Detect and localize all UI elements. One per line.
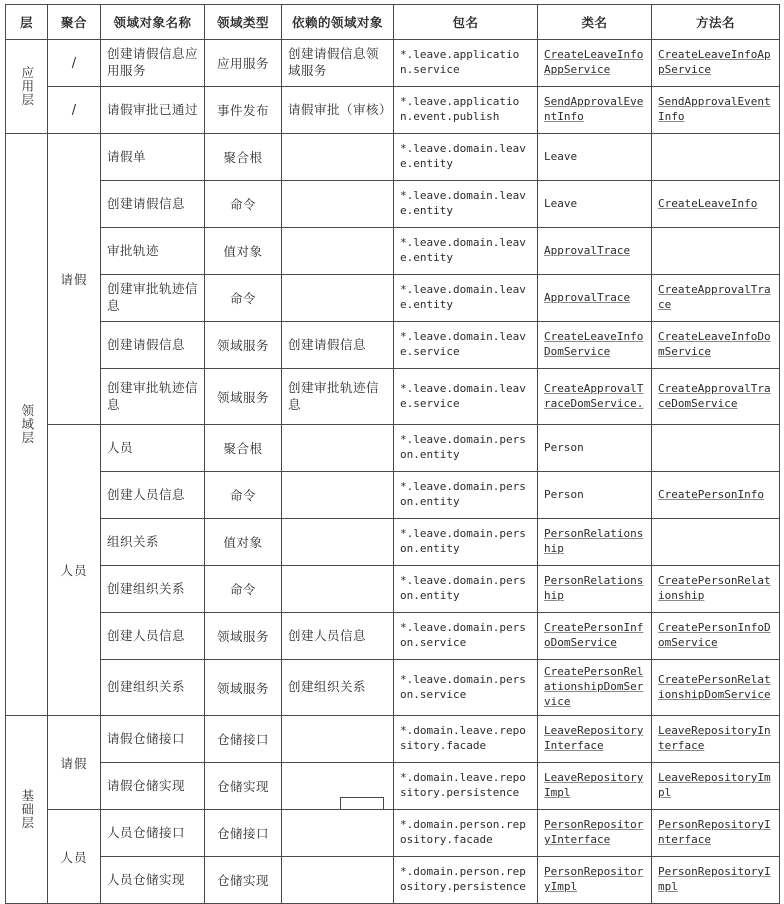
method-cell	[652, 369, 780, 425]
domain-type-cell: 应用服务	[205, 40, 282, 87]
object-name-cell: 人员	[101, 425, 205, 472]
method-cell	[652, 228, 780, 275]
class-text: ApprovalTrace	[544, 290, 631, 304]
table-row	[6, 181, 780, 228]
method-cell	[652, 566, 780, 613]
class-cell	[538, 566, 652, 613]
object-name-cell: 创建人员信息	[101, 472, 205, 519]
object-name-cell: 创建请假信息	[101, 181, 205, 228]
layer-cell-application: 应用层	[6, 40, 48, 134]
object-name-cell: 人员仓储实现	[101, 857, 205, 904]
table-header	[6, 5, 780, 40]
table-row	[6, 857, 780, 904]
method-cell	[652, 716, 780, 763]
table-row	[6, 134, 780, 181]
object-name-cell: 请假仓储接口	[101, 716, 205, 763]
package-cell: *.domain.leave.repository.facade	[394, 716, 538, 763]
class-text: CreateLeaveInfoAppService	[544, 48, 644, 76]
class-text: CreateLeaveInfoDomService	[544, 330, 644, 358]
aggregate-cell-leave-infra: 请假	[48, 716, 101, 810]
object-name-cell: 创建请假信息	[101, 322, 205, 369]
class-cell	[538, 857, 652, 904]
class-text: ApprovalTrace	[544, 243, 631, 257]
method-text: CreatePersonInfo	[658, 487, 764, 501]
method-cell	[652, 322, 780, 369]
table-body	[6, 40, 780, 904]
method-cell	[652, 763, 780, 810]
object-name-cell: 请假仓储实现	[101, 763, 205, 810]
domain-type-cell: 聚合根	[205, 425, 282, 472]
domain-type-cell: 仓储实现	[205, 857, 282, 904]
aggregate-cell-person-domain: 人员	[48, 425, 101, 716]
table-row	[6, 369, 780, 425]
object-name-cell: 请假审批已通过	[101, 87, 205, 134]
class-cell	[538, 425, 652, 472]
method-text: PersonRepositoryImpl	[658, 865, 771, 893]
domain-type-cell: 事件发布	[205, 87, 282, 134]
method-cell	[652, 810, 780, 857]
column-header-object-name: 领域对象名称	[101, 5, 205, 40]
method-cell	[652, 857, 780, 904]
table-row	[6, 763, 780, 810]
aggregate-cell: /	[48, 40, 101, 87]
column-header-package: 包名	[394, 5, 538, 40]
ddd-object-mapping-table	[5, 4, 780, 904]
package-cell: *.leave.domain.leave.entity	[394, 228, 538, 275]
dependency-cell	[282, 519, 394, 566]
table-row	[6, 566, 780, 613]
class-cell	[538, 228, 652, 275]
column-header-method: 方法名	[652, 5, 780, 40]
class-cell	[538, 322, 652, 369]
column-header-class: 类名	[538, 5, 652, 40]
class-cell	[538, 716, 652, 763]
package-cell: *.leave.domain.person.entity	[394, 472, 538, 519]
class-text: CreatePersonRelationshipDomService	[544, 665, 644, 708]
method-text: LeaveRepositoryInterface	[658, 724, 771, 752]
package-cell: *.domain.person.repository.persistence	[394, 857, 538, 904]
class-text: PersonRelationship	[544, 527, 644, 555]
dependency-cell: 创建审批轨迹信息	[282, 369, 394, 425]
domain-type-cell: 仓储实现	[205, 763, 282, 810]
class-text: LeaveRepositoryInterface	[544, 724, 644, 752]
dependency-cell	[282, 181, 394, 228]
object-name-cell: 请假单	[101, 134, 205, 181]
object-name-cell: 审批轨迹	[101, 228, 205, 275]
class-text: Leave	[544, 196, 578, 210]
package-cell: *.domain.leave.repository.persistence	[394, 763, 538, 810]
domain-type-cell: 聚合根	[205, 134, 282, 181]
class-cell	[538, 519, 652, 566]
package-cell: *.leave.domain.person.entity	[394, 566, 538, 613]
dependency-cell	[282, 425, 394, 472]
package-cell: *.leave.domain.person.service	[394, 613, 538, 660]
method-text: CreatePersonRelationshipDomService	[658, 672, 771, 701]
dependency-cell	[282, 275, 394, 322]
method-cell	[652, 40, 780, 87]
method-text: PersonRepositoryInterface	[658, 818, 771, 846]
method-cell	[652, 87, 780, 134]
package-cell: *.leave.domain.leave.service	[394, 369, 538, 425]
method-cell	[652, 425, 780, 472]
class-cell	[538, 369, 652, 425]
method-cell	[652, 134, 780, 181]
method-text: SendApprovalEventInfo	[658, 95, 771, 123]
object-name-cell: 创建组织关系	[101, 660, 205, 716]
domain-type-cell: 领域服务	[205, 369, 282, 425]
class-text: PersonRepositoryImpl	[544, 865, 644, 893]
table-row	[6, 472, 780, 519]
method-text: CreateApprovalTraceDomService	[658, 381, 771, 410]
column-header-dependencies: 依赖的领域对象	[282, 5, 394, 40]
package-cell: *.leave.domain.leave.entity	[394, 181, 538, 228]
class-text: Leave	[544, 149, 578, 163]
aggregate-cell: /	[48, 87, 101, 134]
class-text: CreatePersonInfoDomService	[544, 621, 644, 649]
aggregate-cell-leave-domain: 请假	[48, 134, 101, 425]
table-row	[6, 716, 780, 763]
table-row	[6, 519, 780, 566]
class-text: SendApprovalEventInfo	[544, 95, 644, 123]
class-cell	[538, 660, 652, 716]
table-row	[6, 660, 780, 716]
table-row	[6, 87, 780, 134]
dependency-cell: 请假审批（审核）	[282, 87, 394, 134]
class-text: LeaveRepositoryImpl	[544, 771, 644, 799]
dependency-cell	[282, 810, 394, 857]
method-cell	[652, 519, 780, 566]
method-text: CreatePersonInfoDomService	[658, 621, 771, 649]
domain-type-cell: 值对象	[205, 519, 282, 566]
method-cell	[652, 472, 780, 519]
object-name-cell: 创建组织关系	[101, 566, 205, 613]
dependency-cell	[282, 857, 394, 904]
domain-type-cell: 领域服务	[205, 322, 282, 369]
column-header-aggregate: 聚合	[48, 5, 101, 40]
column-header-layer: 层	[6, 5, 48, 40]
class-cell	[538, 181, 652, 228]
dependency-cell	[282, 566, 394, 613]
class-cell	[538, 40, 652, 87]
domain-type-cell: 命令	[205, 275, 282, 322]
dependency-cell: 创建请假信息	[282, 322, 394, 369]
header-row	[6, 5, 780, 40]
domain-type-cell: 仓储接口	[205, 716, 282, 763]
dependency-cell	[282, 716, 394, 763]
method-text: CreateLeaveInfoAppService	[658, 48, 771, 76]
class-cell	[538, 275, 652, 322]
class-text: Person	[544, 487, 584, 501]
domain-type-cell: 命令	[205, 566, 282, 613]
package-cell: *.leave.domain.person.service	[394, 660, 538, 716]
table-row	[6, 40, 780, 87]
object-name-cell: 创建请假信息应用服务	[101, 40, 205, 87]
dependency-cell	[282, 472, 394, 519]
class-cell	[538, 763, 652, 810]
package-cell: *.leave.domain.leave.service	[394, 322, 538, 369]
table-row	[6, 425, 780, 472]
class-text: Person	[544, 440, 584, 454]
table-row	[6, 228, 780, 275]
aggregate-cell-person-infra: 人员	[48, 810, 101, 904]
package-cell: *.leave.application.event.publish	[394, 87, 538, 134]
dependency-cell: 创建组织关系	[282, 660, 394, 716]
domain-type-cell: 领域服务	[205, 613, 282, 660]
layer-cell-infrastructure: 基础层	[6, 716, 48, 904]
dependency-cell: 创建人员信息	[282, 613, 394, 660]
package-cell: *.leave.application.service	[394, 40, 538, 87]
object-name-cell: 创建审批轨迹信息	[101, 275, 205, 322]
method-text: CreateLeaveInfo	[658, 196, 758, 210]
method-text: LeaveRepositoryImpl	[658, 771, 771, 799]
domain-type-cell: 领域服务	[205, 660, 282, 716]
class-cell	[538, 810, 652, 857]
class-text: PersonRelationship	[544, 574, 644, 602]
class-text: PersonRepositoryInterface	[544, 818, 644, 846]
column-header-domain-type: 领域类型	[205, 5, 282, 40]
object-name-cell: 创建人员信息	[101, 613, 205, 660]
table-row	[6, 613, 780, 660]
method-cell	[652, 660, 780, 716]
class-cell	[538, 472, 652, 519]
object-name-cell: 人员仓储接口	[101, 810, 205, 857]
method-text: CreatePersonRelationship	[658, 574, 771, 602]
package-cell: *.domain.person.repository.facade	[394, 810, 538, 857]
class-text: CreateApprovalTraceDomService.	[544, 381, 644, 410]
method-cell	[652, 613, 780, 660]
table-row	[6, 275, 780, 322]
domain-type-cell: 命令	[205, 472, 282, 519]
next-table-fragment	[340, 797, 384, 809]
dependency-cell: 创建请假信息领域服务	[282, 40, 394, 87]
method-text: CreateApprovalTrace	[658, 283, 771, 311]
table-row	[6, 810, 780, 857]
package-cell: *.leave.domain.leave.entity	[394, 275, 538, 322]
dependency-cell	[282, 134, 394, 181]
class-cell	[538, 613, 652, 660]
object-name-cell: 创建审批轨迹信息	[101, 369, 205, 425]
method-cell	[652, 181, 780, 228]
layer-cell-domain: 领域层	[6, 134, 48, 716]
dependency-cell	[282, 228, 394, 275]
class-cell	[538, 87, 652, 134]
method-text: CreateLeaveInfoDomService	[658, 330, 771, 358]
package-cell: *.leave.domain.leave.entity	[394, 134, 538, 181]
package-cell: *.leave.domain.person.entity	[394, 425, 538, 472]
domain-type-cell: 仓储接口	[205, 810, 282, 857]
object-name-cell: 组织关系	[101, 519, 205, 566]
domain-type-cell: 值对象	[205, 228, 282, 275]
domain-type-cell: 命令	[205, 181, 282, 228]
table-row	[6, 322, 780, 369]
class-cell	[538, 134, 652, 181]
package-cell: *.leave.domain.person.entity	[394, 519, 538, 566]
method-cell	[652, 275, 780, 322]
ddd-layer-mapping-table-page	[0, 4, 784, 893]
